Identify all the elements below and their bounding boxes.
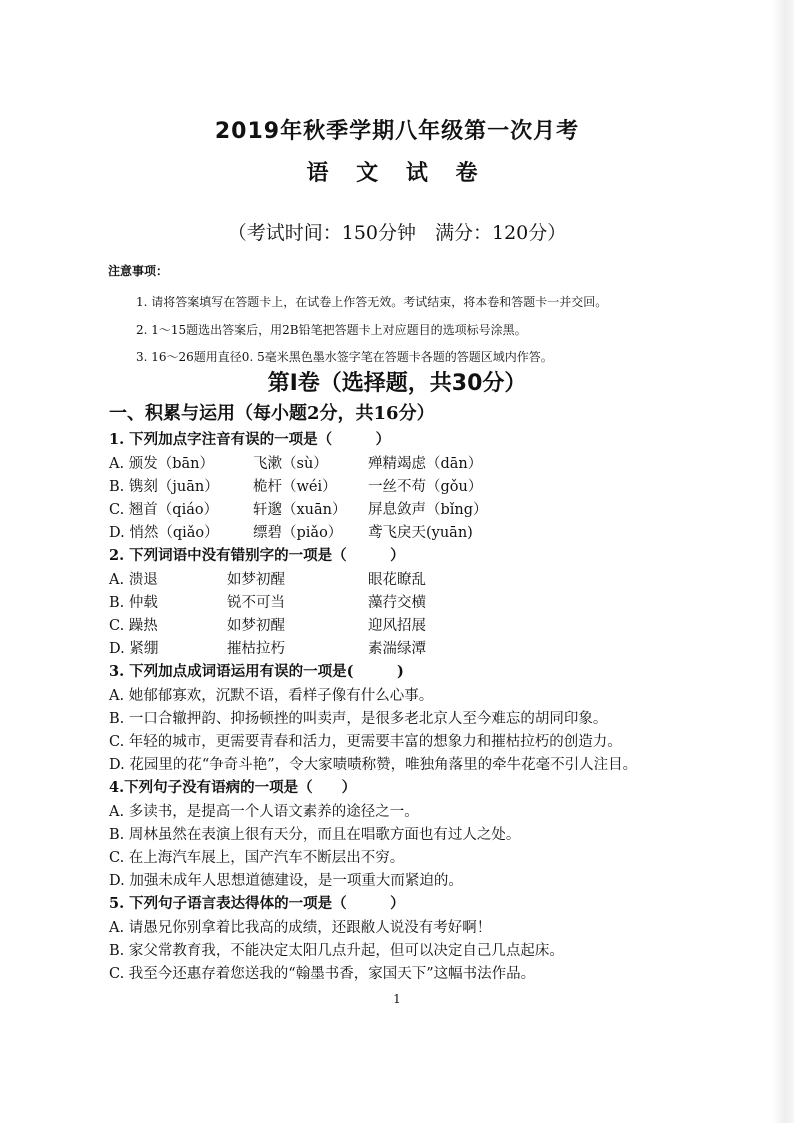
q3-option-a: A. 她郁郁寡欢，沉默不语，看样子像有什么心事。: [109, 688, 434, 704]
q1-option-a: [109, 452, 529, 472]
q1-option-d: [109, 521, 529, 541]
q1-c-col2: 轩邈（xuān）: [253, 502, 347, 518]
q2-c-col2: 如梦初醒: [227, 618, 285, 634]
q2-option-d: [109, 637, 529, 657]
notice-item: 1. 请将答案填写在答题卡上，在试卷上作答无效。考试结束，将本卷和答题卡一并交回。: [136, 295, 608, 309]
page-number: 1: [393, 992, 401, 1006]
q1-b-col1: B. 镌刻（juān）: [109, 479, 219, 495]
question-3-stem: 3. 下列加点成词语运用有误的一项是( ): [109, 663, 404, 680]
notice-item: 2. 1～15题选出答案后，用2B铅笔把答题卡上对应题目的选项标号涂黑。: [136, 323, 527, 337]
q2-c-col3: 迎风招展: [368, 618, 426, 634]
q1-c-col3: 屏息敛声（bǐng）: [368, 502, 488, 518]
q4-option-c: C. 在上海汽车展上，国产汽车不断层出不穷。: [109, 850, 405, 866]
notice-item: 3. 16～26题用直径0. 5毫米黑色墨水签字笔在答题卡各题的答题区域内作答。: [136, 350, 553, 364]
section-title: 第Ⅰ卷（选择题，共30分）: [267, 371, 527, 396]
exam-title: 2019年秋季学期八年级第一次月考: [214, 119, 580, 144]
q2-a-col2: 如梦初醒: [227, 572, 285, 588]
q4-option-b: B. 周林虽然在表演上很有天分，而且在唱歌方面也有过人之处。: [109, 827, 521, 843]
q5-option-a: A. 请愚兄你别拿着比我高的成绩，还跟敝人说没有考好啊！: [109, 920, 492, 936]
q2-a-col1: A. 溃退: [109, 572, 158, 588]
q1-option-c: [109, 498, 529, 518]
q1-d-col3: 鸢飞戾天(yuān): [368, 525, 473, 541]
q3-option-c: C. 年轻的城市，更需要青春和活力，更需要丰富的想象力和摧枯拉朽的创造力。: [109, 734, 622, 750]
q1-d-col2: 缥碧（piǎo）: [253, 525, 343, 541]
question-2-stem: 2. 下列词语中没有错别字的一项是（ ）: [109, 547, 405, 564]
q2-option-c: [109, 614, 529, 634]
q1-a-col2: 飞漱（sù）: [253, 456, 328, 472]
q5-option-c: C. 我至今还惠存着您送我的“翰墨书香，家国天下”这幅书法作品。: [109, 966, 536, 982]
exam-subtitle: 语 文 试 卷: [306, 161, 488, 186]
q1-d-col1: D. 悄然（qiǎo）: [109, 525, 219, 541]
q2-option-a: [109, 568, 529, 588]
exam-info: （考试时间：150分钟 满分：120分）: [227, 222, 567, 244]
question-5-stem: 5. 下列句子语言表达得体的一项是（ ）: [109, 895, 405, 912]
q2-d-col3: 素湍绿潭: [368, 641, 426, 657]
q2-b-col1: B. 仲载: [109, 595, 158, 611]
q3-option-b: B. 一口合辙押韵、抑扬顿挫的叫卖声，是很多老北京人至今难忘的胡同印象。: [109, 711, 608, 727]
q1-b-col2: 桅杆（wéi）: [253, 479, 337, 495]
q2-c-col1: C. 躁热: [109, 618, 158, 634]
notice-heading: 注意事项：: [108, 264, 169, 278]
q2-d-col1: D. 紧绷: [109, 641, 159, 657]
q1-a-col1: A. 颁发（bān）: [109, 456, 214, 472]
q4-option-a: A. 多读书，是提高一个人语文素养的途径之一。: [109, 804, 419, 820]
q2-a-col3: 眼花瞭乱: [368, 572, 426, 588]
q2-b-col2: 锐不可当: [227, 595, 285, 611]
q2-option-b: [109, 591, 529, 611]
q2-d-col2: 摧枯拉朽: [227, 641, 285, 657]
q5-option-b: B. 家父常教育我，不能决定太阳几点升起，但可以决定自己几点起床。: [109, 943, 564, 959]
q1-a-col3: 殚精竭虑（dān）: [368, 456, 483, 472]
q2-b-col3: 藻荇交横: [368, 595, 426, 611]
q1-option-b: [109, 475, 529, 495]
question-1-stem: 1. 下列加点字注音有误的一项是（ ）: [109, 431, 391, 448]
q3-option-d: D. 花园里的花“争奇斗艳”，令大家啧啧称赞，唯独角落里的牵牛花毫不引人注目。: [109, 757, 638, 773]
q4-option-d: D. 加强未成年人思想道德建设，是一项重大而紧迫的。: [109, 873, 463, 889]
q1-b-col3: 一丝不苟（gǒu）: [368, 479, 483, 495]
q1-c-col1: C. 翘首（qiáo）: [109, 502, 219, 518]
part-title: 一、积累与运用（每小题2分，共16分）: [109, 403, 435, 424]
question-4-stem: 4.下列句子没有语病的一项是（ ）: [109, 779, 357, 796]
